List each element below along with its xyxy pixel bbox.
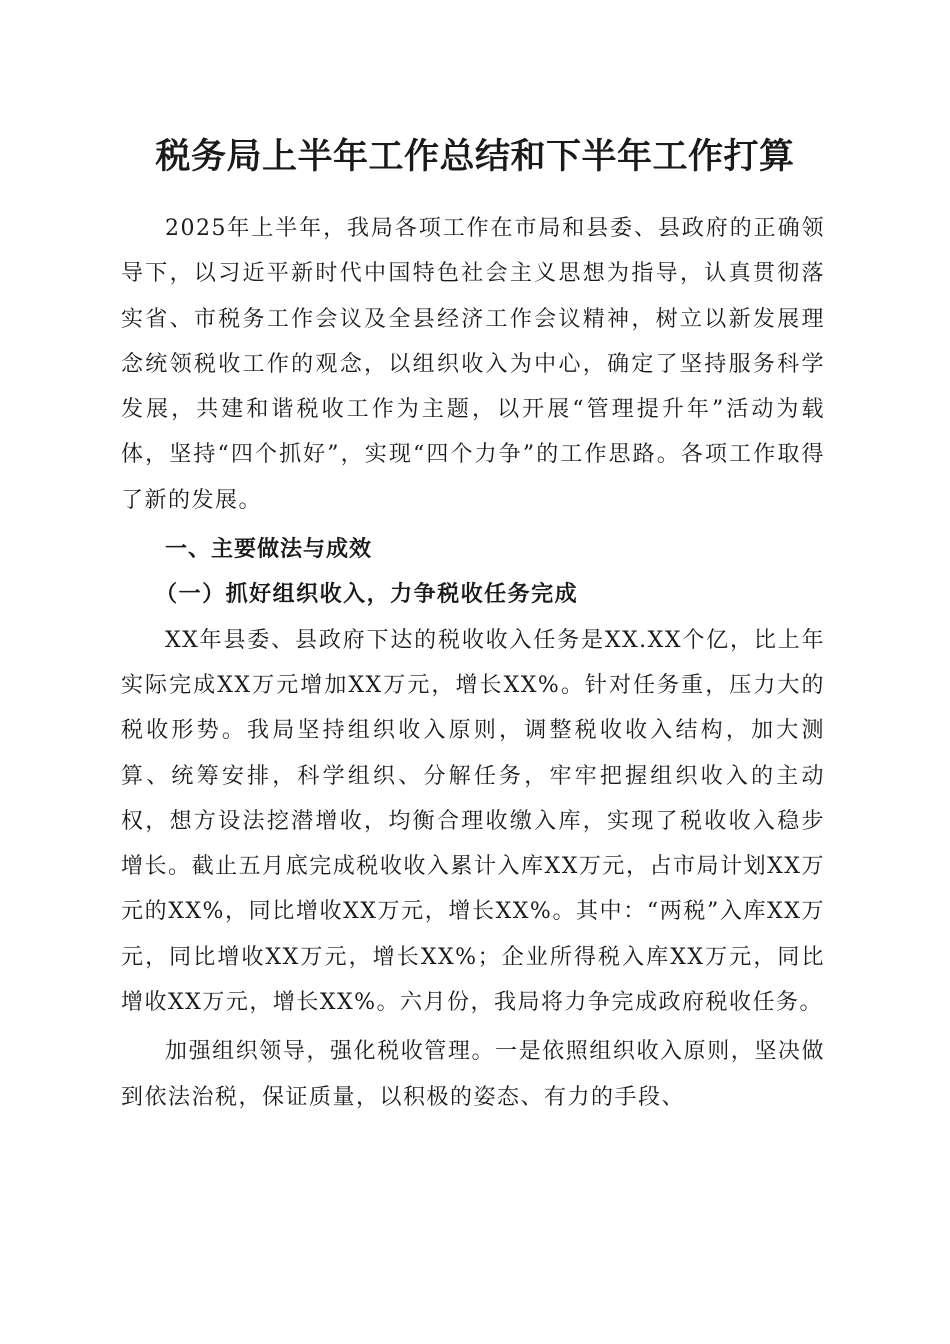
intro-paragraph: 2025年上半年，我局各项工作在市局和县委、县政府的正确领导下，以习近平新时代中国特色社会主义思想为指导，认真贯彻落实省、市税务工作会议及全县经济工作会议精神，树立以新发展理念统领税收工作的观念，以组织收入为中心，确定了坚持服务科学发展，共建和谐税收工作为主题，以开展“管理提升年”活动为载体，坚持“四个抓好”，实现“四个力争”的工作思路。各项工作取得了新的发展。 bbox=[121, 216, 825, 513]
body-paragraph: XX年县委、县政府下达的税收收入任务是XX.XX个亿，比上年实际完成XX万元增加XX万元，增长XX%。针对任务重，压力大的税收形势。我局坚持组织收入原则，调整税收收入结构，加大测算、统筹安排，科学组织、分解任务，牢牢把握组织收入的主动权，想方设法挖潜增收，均衡合理收缴入库，实现了税收收入稳步增长。截止五月底完成税收收入累计入库XX万元，占市局计划XX万元的XX%，同比增收XX万元，增长XX%。其中：“两税”入库XX万元，同比增收XX万元，增长XX%；企业所得税入库XX万元，同比增收XX万元，增长XX%。六月份，我局将力争完成政府税收任务。 bbox=[121, 627, 825, 1016]
subsection-heading: （一）抓好组织收入，力争税收任务完成 bbox=[155, 581, 579, 608]
document-body bbox=[121, 206, 825, 1120]
body-paragraph: 加强组织领导，强化税收管理。一是依照组织收入原则，坚决做到依法治税，保证质量，以积极的姿态、有力的手段、 bbox=[121, 1039, 825, 1110]
document-title: 税务局上半年工作总结和下半年工作打算 bbox=[155, 136, 795, 177]
section-heading: 一、主要做法与成效 bbox=[165, 537, 373, 563]
